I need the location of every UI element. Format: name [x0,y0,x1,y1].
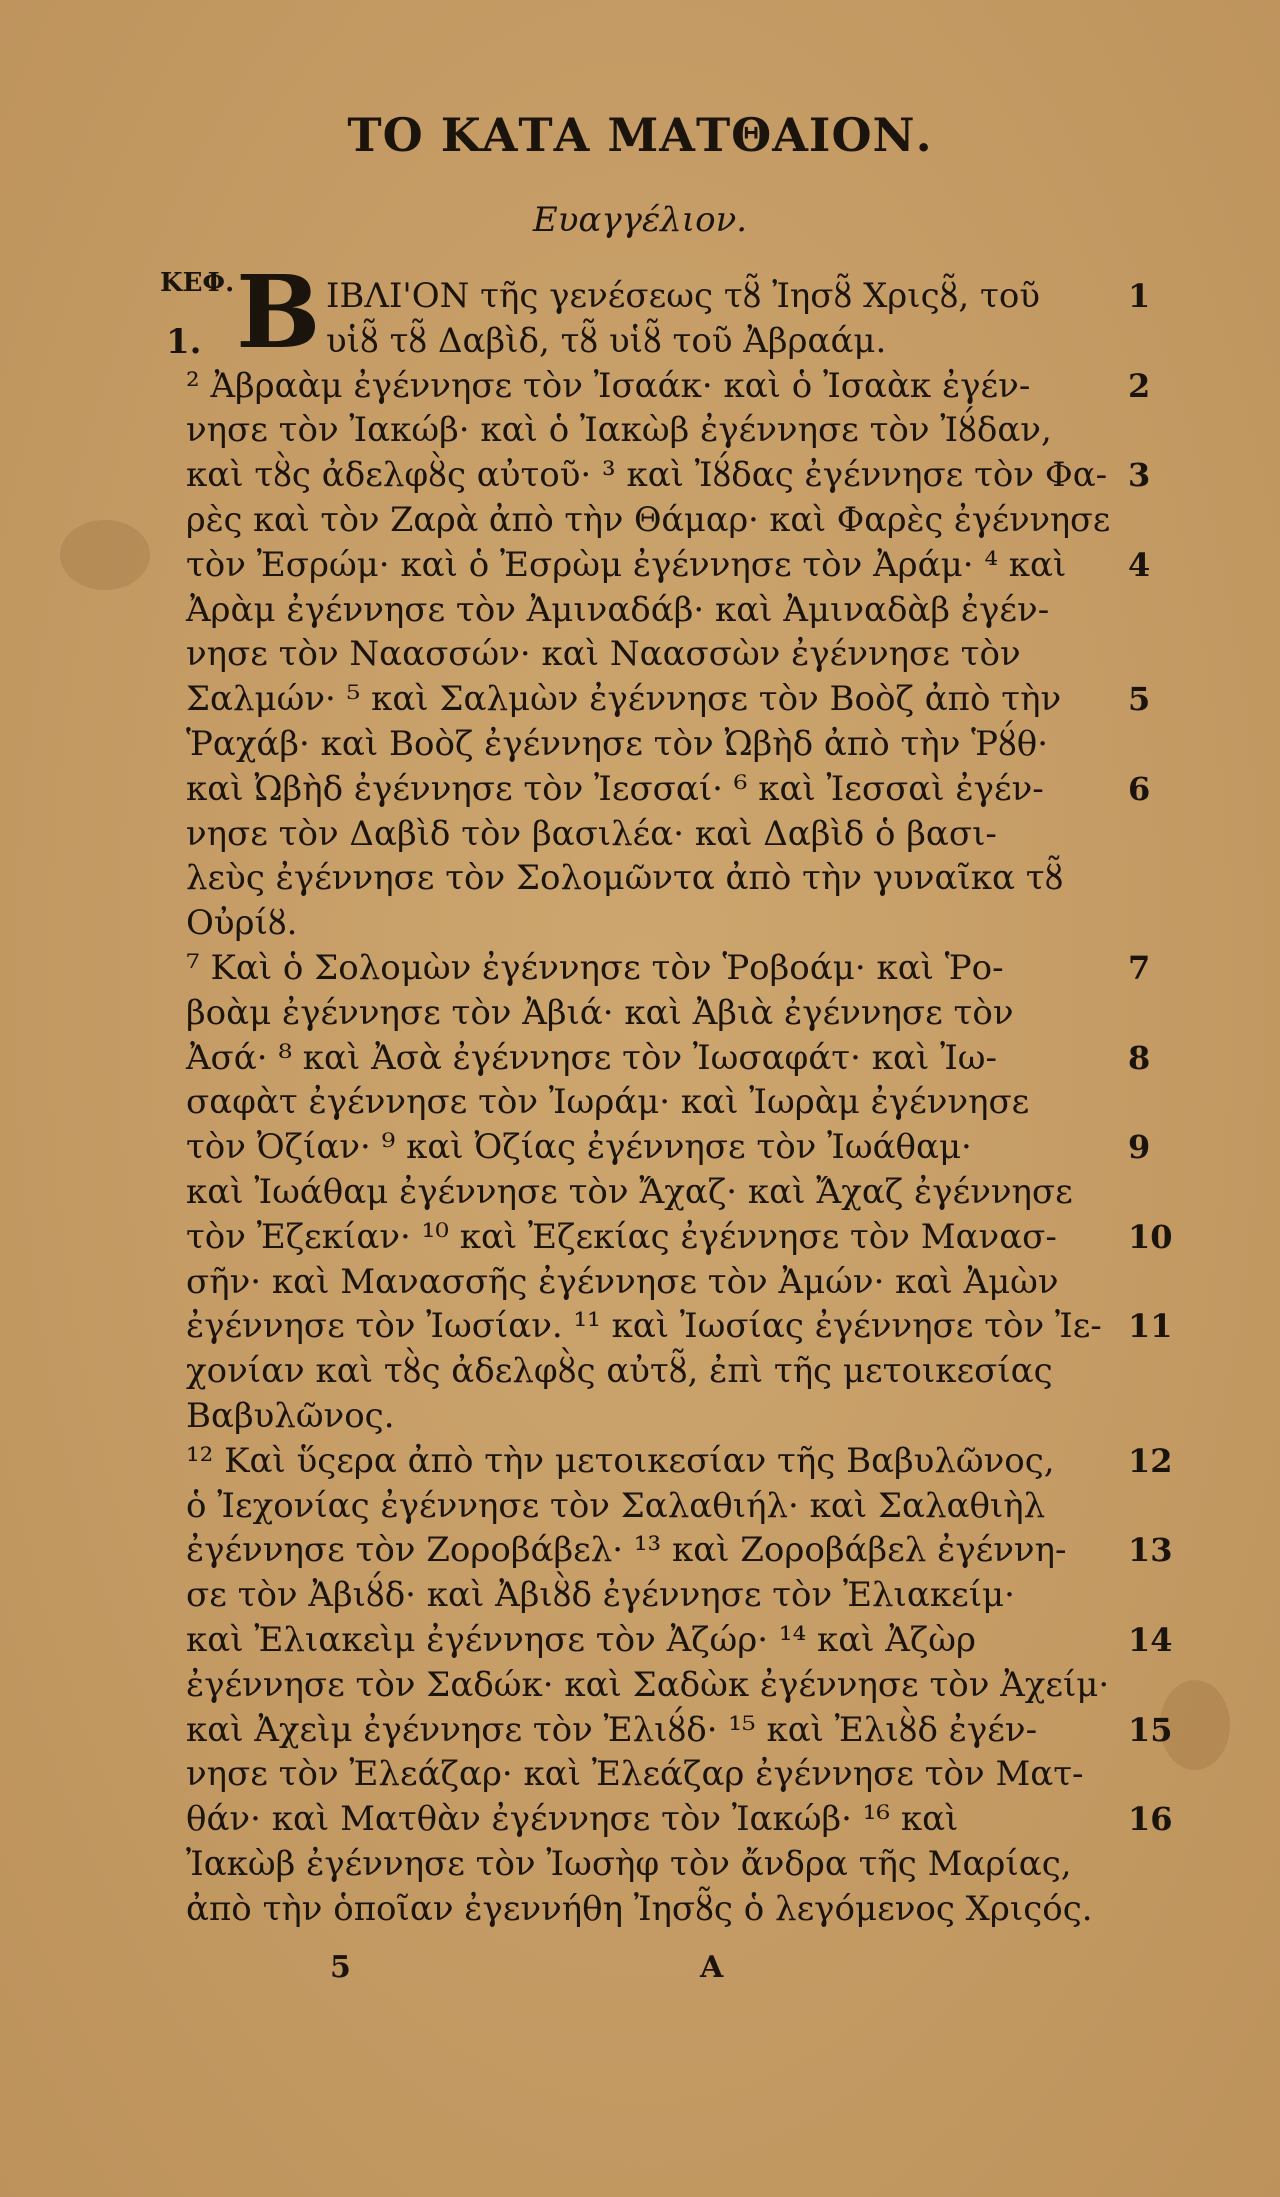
verse-number: 15 [1128,1710,1173,1749]
verse-number: 9 [1128,1128,1151,1167]
text-line: Ῥαχάβ· καὶ Βοὸζ ἐγέννησε τὸν Ὠβὴδ ἀπὸ τὴν Ῥȣ́θ· [186,724,1049,764]
text-line: ρὲς καὶ τὸν Ζαρὰ ἀπὸ τὴν Θάμαρ· καὶ Φαρὲς ἐγέννησε [186,500,1111,540]
verse-number: 14 [1128,1621,1173,1659]
verse-number: 1 [1128,277,1151,315]
text-line: ἐγέννησε τὸν Ἰωσίαν. ¹¹ καὶ Ἰωσίας ἐγέννησε τὸν Ἰε- [186,1306,1102,1347]
text-line: ἀπὸ τὴν ὁποῖαν ἐγεννήθη Ἰησȣ̃ς ὁ λεγόμενος Χριςός. [186,1888,1093,1929]
text-line: Βαβυλῶνος. [186,1396,395,1436]
text-line: ἐγέννησε τὸν Ζοροβάβελ· ¹³ καὶ Ζοροβάβελ ἐγέννη- [186,1530,1067,1571]
chapter-number: 1. [166,322,202,362]
text-line: ⁷ Καὶ ὁ Σολομὼν ἐγέννησε τὸν Ῥοβοάμ· καὶ Ῥο- [186,948,1004,988]
text-line: ¹² Καὶ ὕςερα ἀπὸ τὴν μετοικεσίαν τῆς Βαβυλῶνος, [186,1440,1055,1481]
text-line: νησε τὸν Δαβὶδ τὸν βασιλέα· καὶ Δαβὶδ ὁ βασι- [186,813,997,854]
paper-stain [60,520,150,590]
verse-number: 10 [1128,1217,1173,1256]
text-line: ΙΒΛΙ'ΟΝ τῆς γενέσεως τȣ̃ Ἰησȣ̃ Χριςȣ̃, τοῦ [326,276,1040,316]
verse-number: 3 [1128,456,1151,495]
text-line: σῆν· καὶ Μανασσῆς ἐγέννησε τὸν Ἀμών· καὶ Ἀμὼν [186,1261,1059,1302]
text-line: λεὺς ἐγέννησε τὸν Σολομῶντα ἀπὸ τὴν γυναῖκα τȣ̃ [186,858,1064,899]
text-line: Σαλμών· ⁵ καὶ Σαλμὼν ἐγέννησε τὸν Βοὸζ ἀπὸ τὴν [186,679,1062,720]
drop-cap: Β [236,253,321,371]
verse-number: 8 [1128,1038,1151,1077]
verse-number: 6 [1128,769,1151,808]
verse-number: 5 [1128,680,1151,719]
text-line: τὸν Ὀζίαν· ⁹ καὶ Ὀζίας ἐγέννησε τὸν Ἰωάθαμ· [186,1127,972,1168]
text-line: καὶ Ὠβὴδ ἐγέννησε τὸν Ἰεσσαί· ⁶ καὶ Ἰεσσαὶ ἐγέν- [186,768,1044,809]
text-line: καὶ Ἰωάθαμ ἐγέννησε τὸν Ἄχαζ· καὶ Ἄχαζ ἐγέννησε [186,1172,1073,1212]
verse-number: 7 [1128,949,1151,987]
text-line: νησε τὸν Ναασσών· καὶ Ναασσὼν ἐγέννησε τὸν [186,634,1021,675]
text-line: χονίαν καὶ τȣ̀ς ἀδελφȣ̀ς αὐτȣ̃, ἐπὶ τῆς μετοικεσίας [186,1351,1053,1392]
signature-number: 5 [330,1950,351,1985]
text-line: καὶ Ἀχεὶμ ἐγέννησε τὸν Ἐλιȣ́δ· ¹⁵ καὶ Ἐλιȣ̀δ ἐγέν- [186,1709,1038,1750]
verse-number: 13 [1128,1531,1173,1570]
verse-number: 12 [1128,1441,1173,1480]
text-line: ὁ Ἰεχονίας ἐγέννησε τὸν Σαλαθιήλ· καὶ Σαλαθιὴλ [186,1485,1046,1526]
text-line: βοὰμ ἐγέννησε τὸν Ἀβιά· καὶ Ἀβιὰ ἐγέννησε τὸν [186,992,1014,1033]
text-line: υἱȣ̃ τȣ̃ Δαβὶδ, τȣ̃ υἱȣ̃ τοῦ Ἀβραάμ. [326,320,887,361]
page-subtitle: Ευαγγέλιον. [532,200,748,240]
signature-letter: A [700,1950,724,1985]
text-line: σαφὰτ ἐγέννησε τὸν Ἰωράμ· καὶ Ἰωρὰμ ἐγέννησε [186,1082,1030,1123]
text-line: σε τὸν Ἀβιȣ́δ· καὶ Ἀβιȣ̀δ ἐγέννησε τὸν Ἐλιακείμ· [186,1575,1015,1616]
text-line: νησε τὸν Ἰακώβ· καὶ ὁ Ἰακὼβ ἐγέννησε τὸν Ἰȣ́δαν, [186,410,1052,451]
text-line: νησε τὸν Ἐλεάζαρ· καὶ Ἐλεάζαρ ἐγέννησε τὸν Ματ- [186,1754,1084,1795]
text-line: Ἰακὼβ ἐγέννησε τὸν Ἰωσὴφ τὸν ἄνδρα τῆς Μαρίας, [186,1844,1072,1884]
text-line: καὶ τȣ̀ς ἀδελφȣ̀ς αὐτοῦ· ³ καὶ Ἰȣ́δας ἐγέννησε τὸν Φα- [186,455,1108,496]
text-line: ² Ἀβραὰμ ἐγέννησε τὸν Ἰσαάκ· καὶ ὁ Ἰσαὰκ ἐγέν- [186,365,1031,406]
verse-number: 11 [1128,1307,1173,1346]
verse-number: 16 [1128,1800,1173,1839]
verse-number: 4 [1128,545,1151,584]
text-line: Ἀρὰμ ἐγέννησε τὸν Ἀμιναδάβ· καὶ Ἀμιναδὰβ ἐγέν- [186,589,1050,630]
chapter-label: ΚΕΦ. [160,268,235,298]
text-line: τὸν Ἐζεκίαν· ¹⁰ καὶ Ἐζεκίας ἐγέννησε τὸν Μανασ- [186,1216,1057,1257]
text-line: Οὐρίȣ. [186,903,298,944]
verse-number: 2 [1128,366,1151,405]
page-title: ΤΟ ΚΑΤΑ ΜΑΤΘΑΙΟΝ. [347,108,933,162]
text-line: Ἀσά· ⁸ καὶ Ἀσὰ ἐγέννησε τὸν Ἰωσαφάτ· καὶ Ἰω- [186,1037,998,1078]
text-line: καὶ Ἐλιακεὶμ ἐγέννησε τὸν Ἀζώρ· ¹⁴ καὶ Ἀζὼρ [186,1620,976,1660]
text-line: τὸν Ἐσρώμ· καὶ ὁ Ἐσρὼμ ἐγέννησε τὸν Ἀράμ· ⁴ καὶ [186,544,1067,585]
text-line: ἐγέννησε τὸν Σαδώκ· καὶ Σαδὼκ ἐγέννησε τὸν Ἀχείμ· [186,1664,1110,1705]
text-line: θάν· καὶ Ματθὰν ἐγέννησε τὸν Ἰακώβ· ¹⁶ καὶ [186,1799,959,1840]
